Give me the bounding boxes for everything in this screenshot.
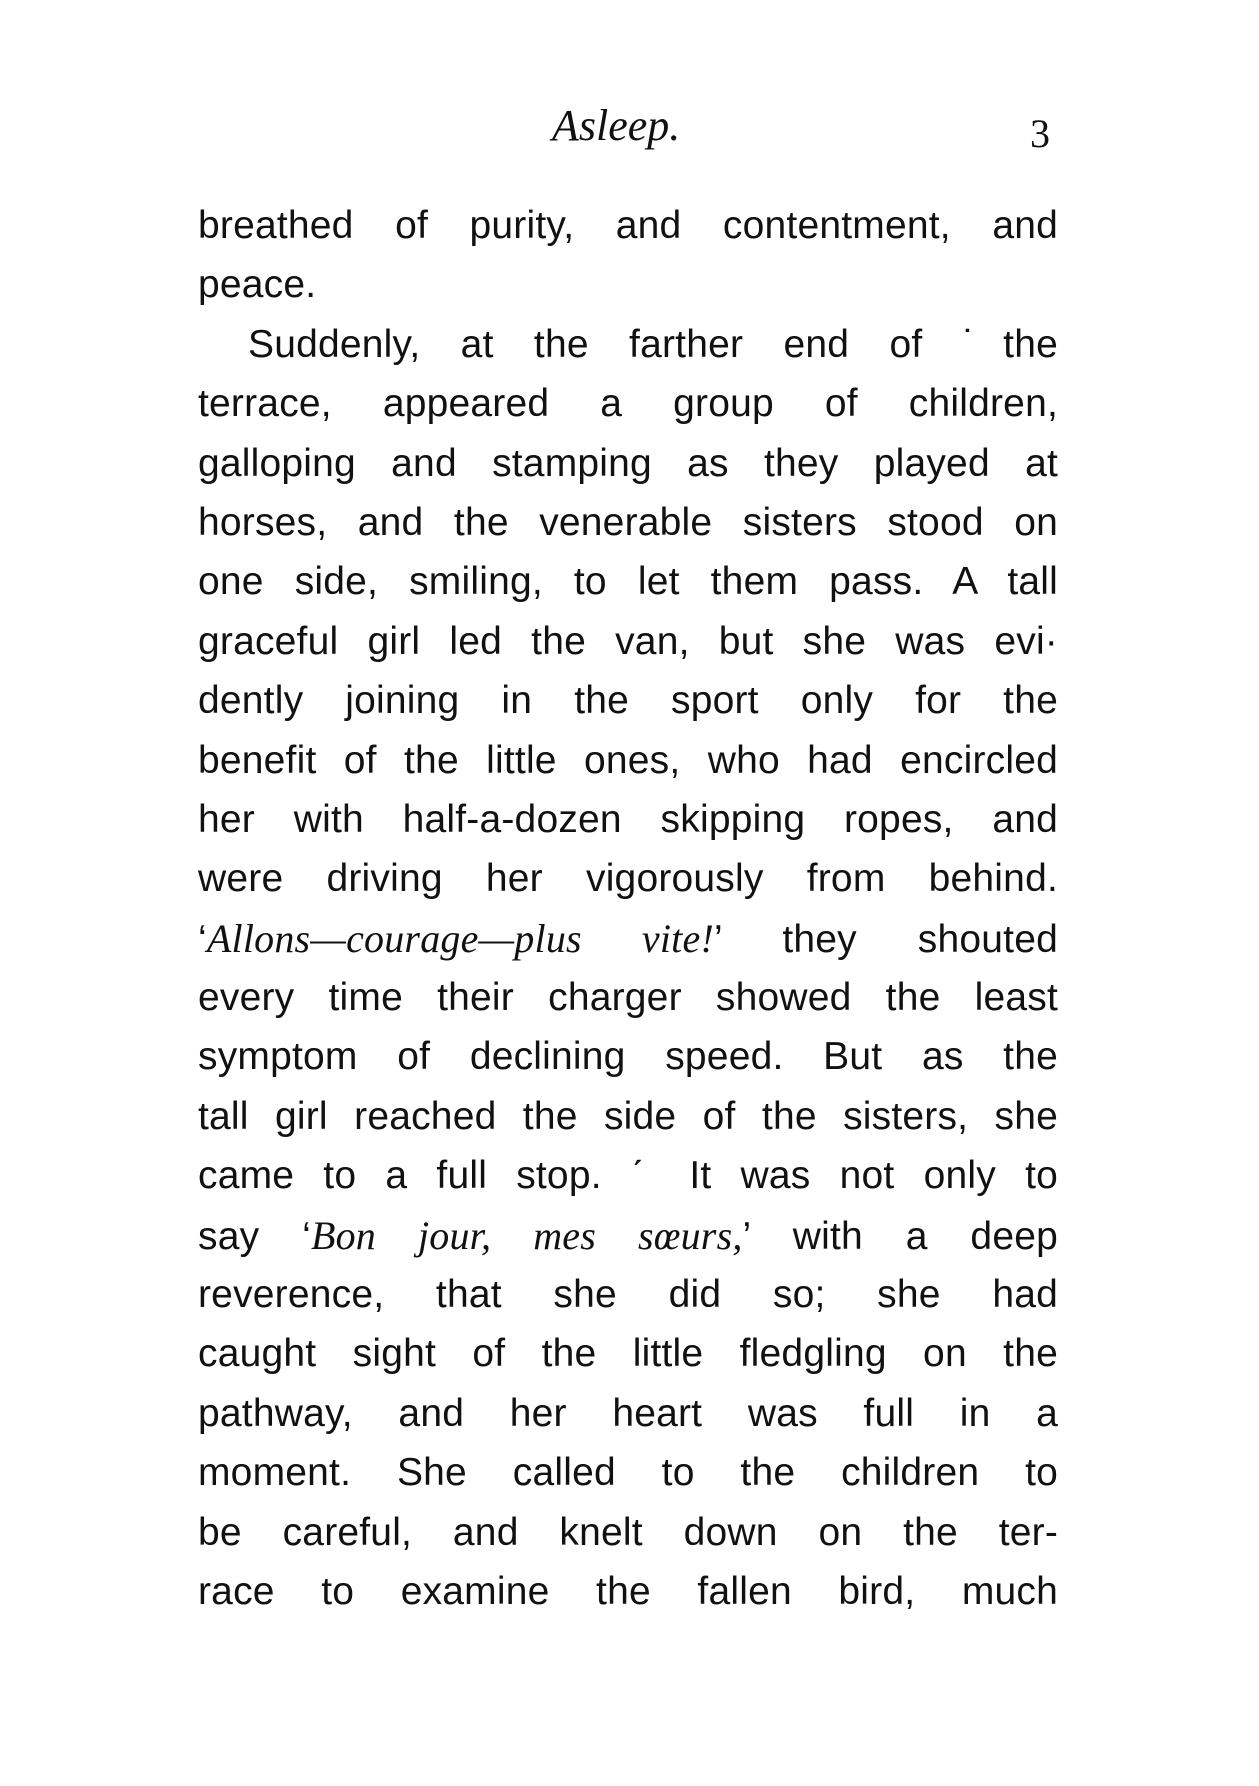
text-line: moment. She called to the children to xyxy=(198,1451,1058,1495)
line-suffix: ’ with a deep xyxy=(742,1214,1058,1258)
text-line: tall girl reached the side of the sisters, she xyxy=(198,1094,1058,1138)
text-line: came to a full stop. ˊ It was not only to xyxy=(198,1154,1058,1198)
text-line: caught sight of the little fledgling on the xyxy=(198,1332,1058,1376)
text-line: be careful, and knelt down on the ter- xyxy=(198,1510,1058,1554)
text-line-with-italic xyxy=(198,909,1058,968)
italic-phrase: Bon jour, mes sœurs, xyxy=(310,1212,743,1258)
line-prefix: say ‘ xyxy=(198,1214,311,1258)
text-line: race to examine the fallen bird, much xyxy=(198,1569,1058,1613)
text-line: were driving her vigorously from behind. xyxy=(198,857,1058,901)
running-head xyxy=(0,96,1259,156)
text-line: terrace, appeared a group of children, xyxy=(198,382,1058,426)
text-line: one side, smiling, to let them pass. A tall xyxy=(198,560,1058,604)
line-prefix: ‘ xyxy=(198,917,207,961)
text-line: dently joining in the sport only for the xyxy=(198,679,1058,723)
text-line: breathed of purity, and contentment, and xyxy=(198,204,1058,247)
text-line: reverence, that she did so; she had xyxy=(198,1273,1058,1317)
text-line-with-italic xyxy=(198,1206,1058,1265)
text-line: graceful girl led the van, but she was evi· xyxy=(198,619,1058,663)
text-line: galloping and stamping as they played at xyxy=(198,441,1058,485)
text-line: benefit of the little ones, who had encircled xyxy=(198,738,1058,782)
italic-phrase: Allons—courage—plus vite! xyxy=(206,915,714,961)
text-line: symptom of declining speed. But as the xyxy=(198,1035,1058,1079)
text-line: pathway, and her heart was full in a xyxy=(198,1391,1058,1435)
text-line: every time their charger showed the least xyxy=(198,976,1058,1020)
running-title: Asleep. xyxy=(552,101,681,150)
line-suffix: ’ they shouted xyxy=(713,917,1058,961)
text-line: horses, and the venerable sisters stood on xyxy=(198,500,1058,544)
text-line: peace. xyxy=(198,263,317,307)
text-line: her with half-a-dozen skipping ropes, and xyxy=(198,797,1058,841)
body-text xyxy=(198,196,1058,1621)
page-number: 3 xyxy=(1030,111,1050,156)
paragraph-start-line: Suddenly, at the farther end of ˙the xyxy=(248,322,1058,366)
